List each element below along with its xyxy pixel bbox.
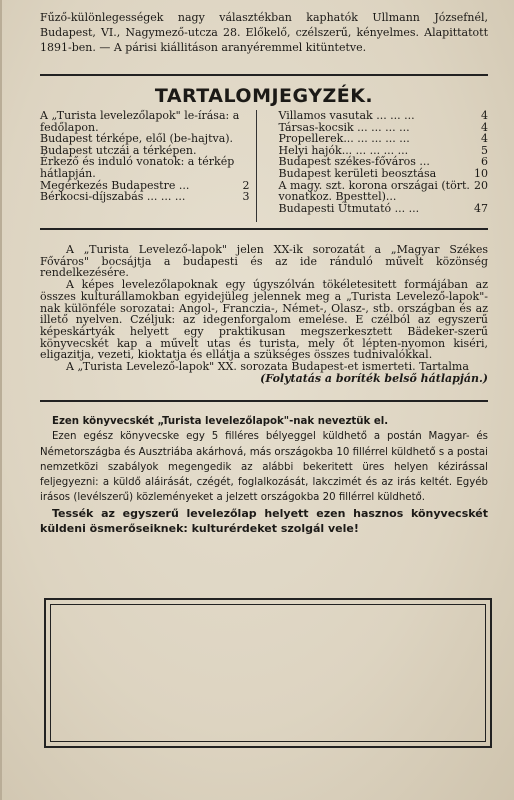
handwriting-box[interactable] — [44, 598, 492, 748]
notice-heading: Ezen könyvecskét „Turista levelezőlapok"-nak neveztük el. — [52, 416, 389, 427]
intro-paragraph: A „Turista Levelező-lapok" jelen XX-ik sorozatát a „Magyar Székes Főváros" bocsájtja a budapesti és az ide ránduló művelt közönség rendelkezésére. — [40, 243, 488, 280]
toc-entry: Társas-kocsik ... ... ... ... 4 — [278, 120, 488, 134]
toc-left-column — [40, 110, 257, 222]
divider — [40, 400, 488, 402]
toc-entry: Budapest kerületi beosztása 10 — [278, 166, 488, 180]
toc-title: TARTALOMJEGYZÉK. — [154, 85, 374, 107]
introduction — [40, 244, 488, 394]
toc-entry: Propellerek... ... ... ... ... 4 — [278, 132, 488, 146]
toc-entry: Megérkezés Budapestre ... 2 — [40, 178, 250, 192]
notice-paragraph: Ezen egész könyvecske egy 5 filléres bélyeggel küldhető a postán Magyar- és Németországba és Ausztriába akárhová, más országokba 10 fillérrel küldhető s a postai nemzetközi szabályok megengedik az alábbi bekeritett üres helyen kézirással feljegyezni: a küldő aláirását, czégét, foglalkozását, lakczimét és az irás keltét. Egyéb irásos (levélszerű) közleményeket a jelzett országokba 20 fillérrel küldhető. — [40, 431, 488, 504]
divider — [40, 228, 488, 230]
toc-entry: Helyi hajók... ... ... ... ... 5 — [278, 143, 488, 157]
toc-right-column — [257, 110, 489, 222]
continuation-note: (Folytatás a boríték belső hátlapján.) — [260, 371, 488, 385]
intro-paragraph: A „Turista Levelező-lapok" XX. sorozata Budapest-et ismerteti. Tartalma — [66, 360, 469, 374]
table-of-contents — [40, 110, 488, 222]
toc-entry: A „Turista levelezőlapok" le-írása: a fedőlapon. — [40, 109, 240, 134]
postal-notice — [40, 414, 488, 536]
toc-entry: Budapest térképe, elől (be-hajtva). — [40, 132, 234, 146]
toc-entry: Budapest utczái a térképen. — [40, 143, 197, 157]
advertisement-header: Fűző-különlegességek nagy választékban kaphatók Ullmann Józsefnél, Budapest, VI., Nagymező-utcza 28. Előkelő, czélszerű, kényelmes. Alapittatott 1891-ben. — A párisi kiállitáson aranyéremmel kitüntetve. — [40, 11, 488, 54]
toc-entry: A magy. szt. korona országai (tört. vonatkoz. Bpesttel)... 20 — [278, 178, 488, 204]
notice-recommendation: Tessék az egyszerű levelezőlap helyett ezen hasznos könyvecskét küldeni ösmerőseiknek: kulturérdeket szolgál vele! — [40, 506, 488, 536]
toc-entry: Budapesti Útmutató ... ... 47 — [278, 201, 488, 215]
toc-entry: Bérkocsi-díjszabás ... ... ... 3 — [40, 190, 250, 204]
toc-entry: Villamos vasutak ... ... ... 4 — [278, 109, 488, 122]
divider — [40, 74, 488, 76]
toc-entry: Budapest székes-főváros ... 6 — [278, 155, 488, 169]
intro-paragraph: A képes levelezőlapoknak egy úgyszólván tökéletesitett formájában az összes kulturállamokban egyidejüleg jelennek meg a „Turista Levelező-lapok"-nak különféle sorozatai: Angol-, Franczia-, Német-, Olasz-, stb. országban és az illető nyelven. Czéljuk: az idegenforgalom emelése. E czélból az egyszerű képeskártyák helyett egy praktikusan megszerkesztett Bädeker-szerű könyvecskét kap a művelt utas és turista, mely őt lépten-nyomon kiséri, eligazitja, vezeti, kioktatja és ellátja a szükséges összes tudnivalókkal. — [40, 278, 488, 362]
toc-entry: Érkező és induló vonatok: a térkép hátlapján. — [40, 155, 235, 180]
